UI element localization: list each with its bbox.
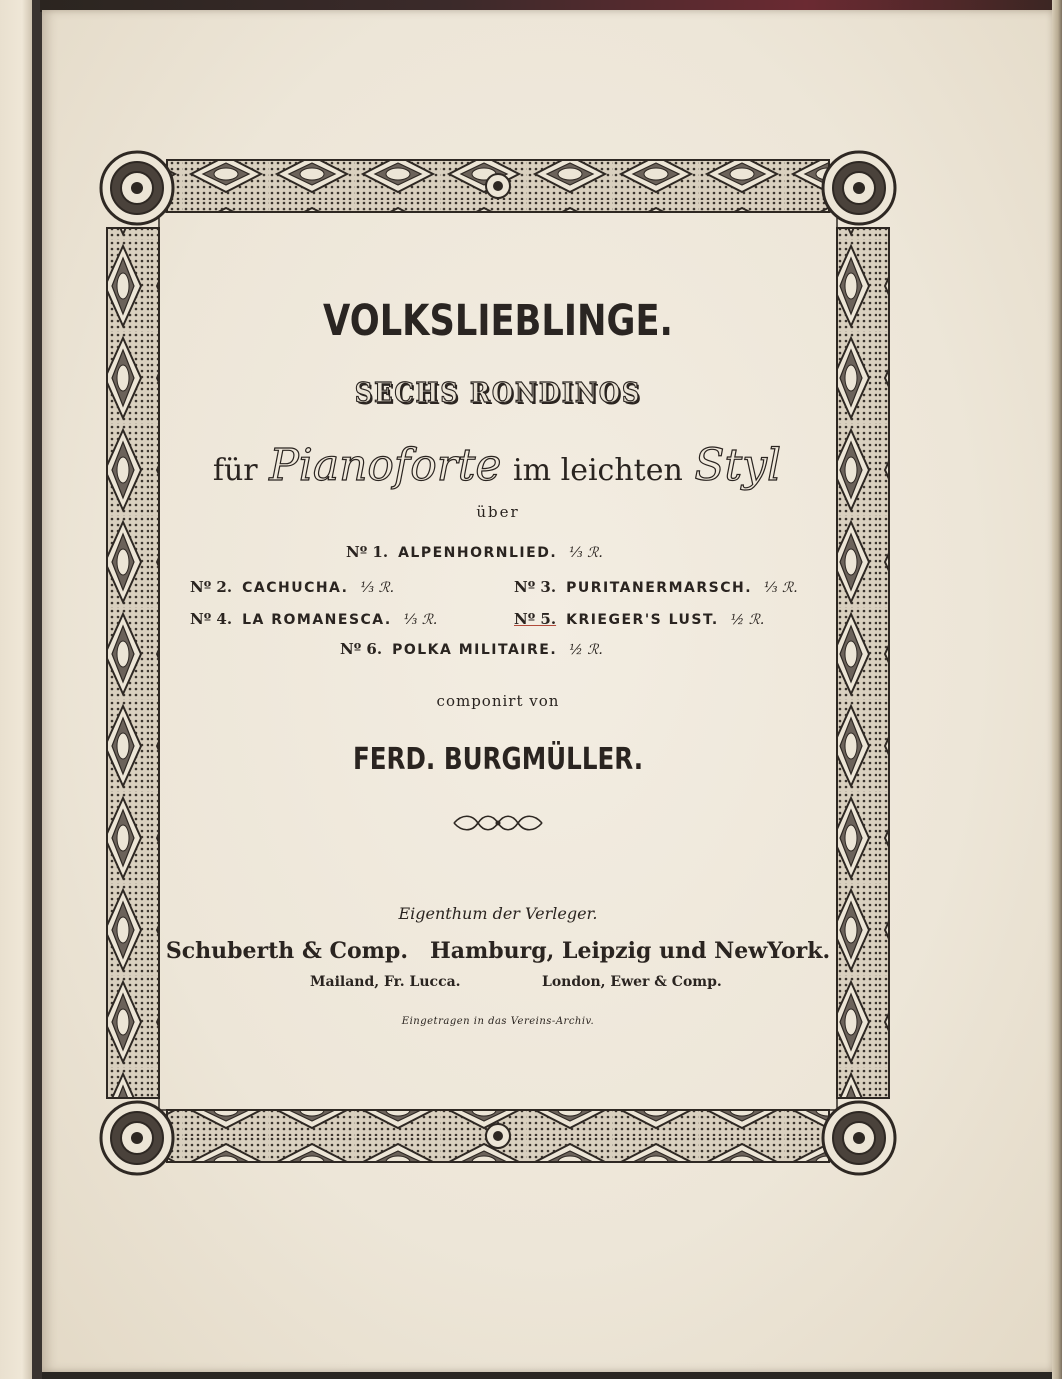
right-page-edge <box>1052 0 1062 1379</box>
piece-name: LA ROMANESCA. <box>242 612 392 628</box>
piece-number: Nº 1. <box>346 543 389 561</box>
subtitle: SECHS RONDINOS <box>354 378 642 409</box>
piece-price: ⅓ ℛ. <box>360 580 395 596</box>
piece-5 <box>514 610 764 628</box>
piece-name: PURITANERMARSCH. <box>566 580 753 596</box>
corner-rosette-top-right <box>823 152 895 224</box>
page-title: VOLKSLIEBLINGE. <box>323 296 673 346</box>
piece-price: ½ ℛ. <box>569 642 603 658</box>
piece-2 <box>190 578 394 596</box>
piece-name: ALPENHORNLIED. <box>398 545 558 561</box>
piece-price: ⅓ ℛ. <box>569 545 603 561</box>
ownership-note: Eigenthum der Verleger. <box>398 904 598 923</box>
publisher-cities: Hamburg, Leipzig und NewYork. <box>429 938 831 964</box>
composed-by: componirt von <box>436 692 560 710</box>
book-binding <box>32 0 42 1379</box>
title-page-content <box>160 218 836 1118</box>
over-text: über <box>476 503 520 521</box>
corner-rosette-top-left <box>101 152 173 224</box>
piece-number: Nº 4. <box>190 610 233 628</box>
publisher-line <box>160 938 836 964</box>
registration-note: Eingetragen in das Vereins-Archiv. <box>401 1016 595 1027</box>
piece-1 <box>346 543 603 561</box>
branch-london: London, Ewer & Comp. <box>542 974 722 990</box>
piece-number: Nº 2. <box>190 578 233 596</box>
piece-price: ½ ℛ. <box>730 612 765 628</box>
instrument-middle: im leichten <box>513 453 683 488</box>
piece-number: Nº 6. <box>340 640 383 658</box>
piece-3 <box>514 578 798 596</box>
branch-milan: Mailand, Fr. Lucca. <box>310 974 461 990</box>
piece-price: ⅓ ℛ. <box>403 612 438 628</box>
instrument-prefix: für <box>212 453 258 488</box>
piece-4 <box>190 610 437 628</box>
piece-name: CACHUCHA. <box>242 580 349 596</box>
style-word: Styl <box>694 440 782 491</box>
instrument-line <box>160 440 836 491</box>
piece-6 <box>340 640 603 658</box>
instrument-name: Pianoforte <box>269 440 502 491</box>
publisher-name: Schuberth & Comp. <box>165 938 408 964</box>
flourish-ornament <box>452 812 544 834</box>
piece-name: KRIEGER'S LUST. <box>566 612 719 628</box>
piece-price: ⅓ ℛ. <box>764 580 798 596</box>
piece-name: POLKA MILITAIRE. <box>392 642 558 658</box>
piece-number: Nº 5. <box>514 610 557 628</box>
composer-name: FERD. BURGMÜLLER. <box>352 742 644 777</box>
piece-number: Nº 3. <box>514 578 557 596</box>
